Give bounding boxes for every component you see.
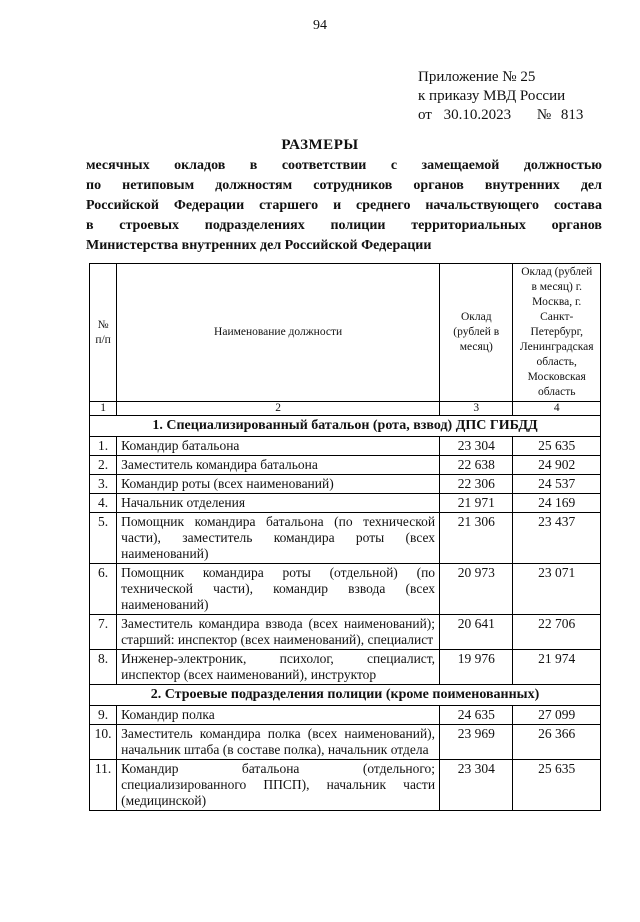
row-number: 6. <box>90 564 117 615</box>
row-number: 11. <box>90 760 117 811</box>
table-row <box>90 564 601 615</box>
salary-value: 23 304 <box>440 760 513 811</box>
salary-value: 20 641 <box>440 615 513 650</box>
section-header-row <box>90 416 601 437</box>
salary-msk-value: 24 169 <box>513 494 601 513</box>
document-title: РАЗМЕРЫ <box>281 137 359 153</box>
column-index: 4 <box>513 402 601 416</box>
section-header-row <box>90 685 601 706</box>
salary-value: 21 971 <box>440 494 513 513</box>
salary-value: 22 638 <box>440 456 513 475</box>
row-number: 5. <box>90 513 117 564</box>
table-row <box>90 456 601 475</box>
position-name: Начальник отделения <box>117 494 440 513</box>
position-name: Командир батальона <box>117 437 440 456</box>
position-name: Заместитель командира батальона <box>117 456 440 475</box>
appendix-line-1: Приложение № 25 <box>418 69 536 85</box>
table-row <box>90 494 601 513</box>
table-body <box>90 416 601 811</box>
row-number: 9. <box>90 706 117 725</box>
table-row <box>90 475 601 494</box>
salary-value: 21 306 <box>440 513 513 564</box>
date-prefix: от <box>418 107 432 123</box>
table-row <box>90 650 601 685</box>
salary-msk-value: 26 366 <box>513 725 601 760</box>
salary-msk-value: 21 974 <box>513 650 601 685</box>
salary-msk-value: 24 902 <box>513 456 601 475</box>
position-name: Командир роты (всех наименований) <box>117 475 440 494</box>
salary-table <box>89 263 601 811</box>
table-row <box>90 706 601 725</box>
salary-msk-value: 23 437 <box>513 513 601 564</box>
salary-msk-value: 27 099 <box>513 706 601 725</box>
table-row <box>90 760 601 811</box>
salary-msk-value: 24 537 <box>513 475 601 494</box>
row-number: 4. <box>90 494 117 513</box>
salary-value: 23 304 <box>440 437 513 456</box>
document-subtitle <box>86 156 602 256</box>
row-number: 8. <box>90 650 117 685</box>
position-name: Помощник командира батальона (по технической части), заместитель командира роты (всех наименований) <box>117 513 440 564</box>
position-name: Заместитель командира взвода (всех наименований); старший: инспектор (всех наименований), специалист <box>117 615 440 650</box>
header-salary: Оклад (рублей в месяц) <box>440 264 513 402</box>
salary-value: 24 635 <box>440 706 513 725</box>
table-row <box>90 725 601 760</box>
subtitle-line: месячных окладов в соответствии с замещаемой должностью <box>86 158 602 173</box>
row-number: 10. <box>90 725 117 760</box>
row-number: 3. <box>90 475 117 494</box>
subtitle-line: Российской Федерации старшего и среднего начальствующего состава <box>86 198 602 213</box>
position-name: Командир полка <box>117 706 440 725</box>
column-index: 1 <box>90 402 117 416</box>
salary-value: 23 969 <box>440 725 513 760</box>
salary-msk-value: 22 706 <box>513 615 601 650</box>
salary-value: 22 306 <box>440 475 513 494</box>
subtitle-line: в строевых подразделениях полиции территориальных органов <box>86 218 602 233</box>
subtitle-line: Министерства внутренних дел Российской Федерации <box>86 238 432 253</box>
page-number: 94 <box>313 18 327 33</box>
salary-value: 19 976 <box>440 650 513 685</box>
appendix-block <box>418 68 583 125</box>
appendix-line-2: к приказу МВД России <box>418 88 566 104</box>
position-name: Инженер-электроник, психолог, специалист, инспектор (всех наименований), инструктор <box>117 650 440 685</box>
table-row <box>90 437 601 456</box>
salary-msk-value: 25 635 <box>513 437 601 456</box>
column-index: 3 <box>440 402 513 416</box>
salary-msk-value: 25 635 <box>513 760 601 811</box>
header-name: Наименование должности <box>117 264 440 402</box>
header-row <box>90 264 601 402</box>
row-number: 2. <box>90 456 117 475</box>
header-salary-msk: Оклад (рублей в месяц) г. Москва, г. Санкт-Петербург, Ленинградская область, Московская область <box>513 264 601 402</box>
salary-msk-value: 23 071 <box>513 564 601 615</box>
subtitle-line: по нетиповым должностям сотрудников органов внутренних дел <box>86 178 602 193</box>
row-number: 7. <box>90 615 117 650</box>
header-num: № п/п <box>90 264 117 402</box>
salary-value: 20 973 <box>440 564 513 615</box>
position-name: Командир батальона (отдельного; специализированного ППСП), начальник части (медицинской) <box>117 760 440 811</box>
table-row <box>90 513 601 564</box>
order-number: 813 <box>560 107 584 123</box>
position-name: Заместитель командира полка (всех наименований), начальник штаба (в составе полка), начальник отдела <box>117 725 440 760</box>
appendix-order-line <box>418 106 583 125</box>
column-index-row <box>90 402 601 416</box>
section-title: 2. Строевые подразделения полиции (кроме поименованных) <box>90 685 601 706</box>
section-title: 1. Специализированный батальон (рота, взвод) ДПС ГИБДД <box>90 416 601 437</box>
order-date: 30.10.2023 <box>443 107 512 123</box>
table-row <box>90 615 601 650</box>
position-name: Помощник командира роты (отдельной) (по технической части), командир взвода (всех наименований) <box>117 564 440 615</box>
number-sign: № <box>536 107 552 123</box>
row-number: 1. <box>90 437 117 456</box>
column-index: 2 <box>117 402 440 416</box>
